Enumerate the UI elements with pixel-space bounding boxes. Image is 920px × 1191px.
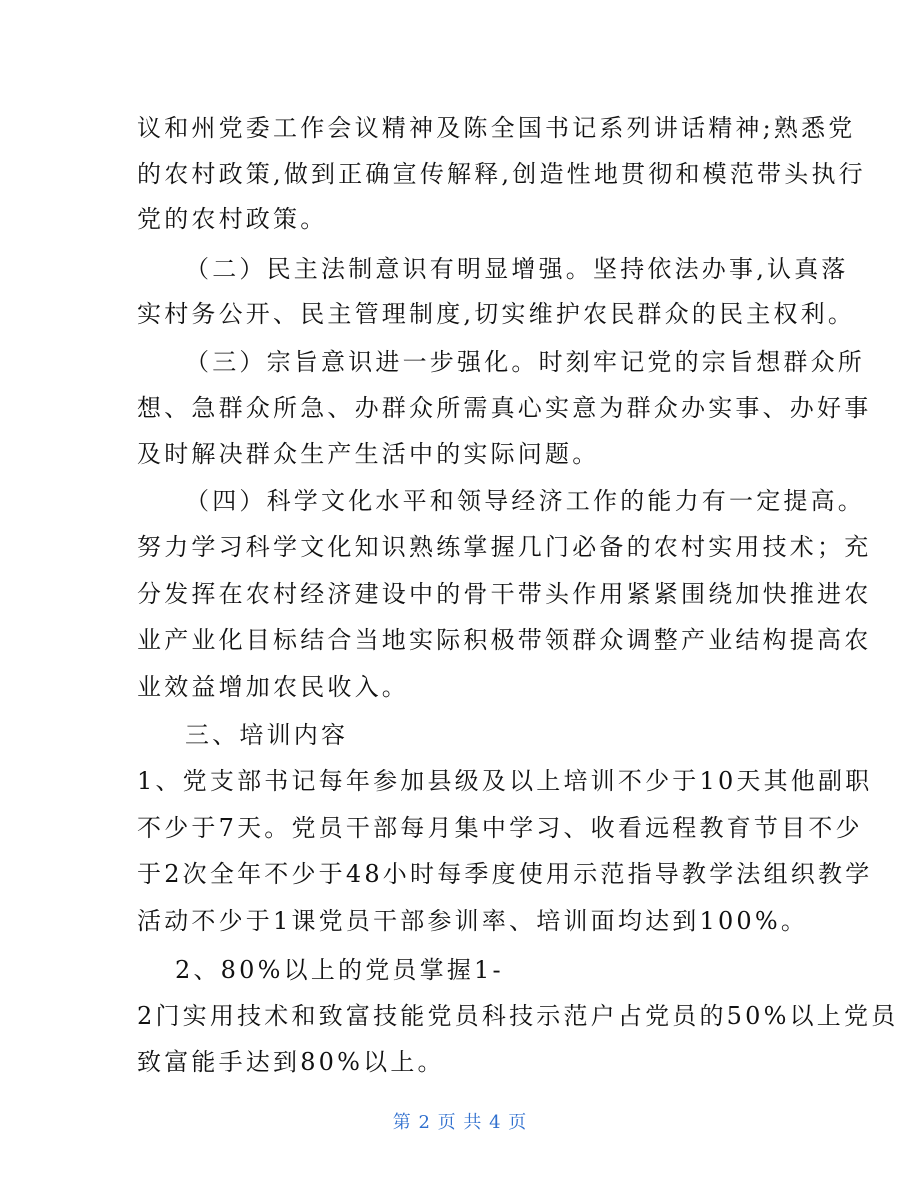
text-line: 不少于7天。党员干部每月集中学习、收看远程教育节目不少 (137, 814, 863, 842)
text-line: 1、党支部书记每年参加县级及以上培训不少于10天其他副职 (137, 767, 873, 795)
section-heading: 三、培训内容 (185, 721, 349, 749)
text-line: 分发挥在农村经济建设中的骨干带头作用紧紧围绕加快推进农 (137, 580, 872, 608)
text-line: 想、急群众所急、办群众所需真心实意为群众办实事、办好事 (137, 394, 872, 422)
text-line: 的农村政策,做到正确宣传解释,创造性地贯彻和模范带头执行 (137, 160, 866, 188)
text-line: （二）民主法制意识有明显增强。坚持依法办事,认真落 (185, 255, 849, 283)
text-line: （三）宗旨意识进一步强化。时刻牢记党的宗旨想群众所 (185, 348, 865, 376)
text-line: 议和州党委工作会议精神及陈全国书记系列讲话精神;熟悉党 (137, 114, 856, 142)
text-line: 努力学习科学文化知识熟练掌握几门必备的农村实用技术；充 (137, 533, 872, 561)
text-line: 2、80%以上的党员掌握1- (175, 956, 504, 984)
text-line: 业产业化目标结合当地实际积极带领群众调整产业结构提高农 (137, 626, 872, 654)
text-line: 活动不少于1课党员干部参训率、培训面均达到100%。 (137, 907, 809, 935)
text-line: 及时解决群众生产生活中的实际问题。 (137, 440, 600, 468)
page-number-footer: 第 2 页 共 4 页 (392, 1112, 528, 1133)
text-line: 实村务公开、民主管理制度,切实维护农民群众的民主权利。 (137, 300, 856, 328)
text-line: 党的农村政策。 (137, 205, 328, 233)
text-line: 于2次全年不少于48小时每季度使用示范指导教学法组织教学 (137, 860, 873, 888)
text-line: 业效益增加农民收入。 (137, 673, 409, 701)
text-line: 致富能手达到80%以上。 (137, 1048, 445, 1076)
text-line: （四）科学文化水平和领导经济工作的能力有一定提高。 (185, 487, 865, 515)
text-line: 2门实用技术和致富技能党员科技示范户占党员的50%以上党员 (137, 1002, 899, 1030)
